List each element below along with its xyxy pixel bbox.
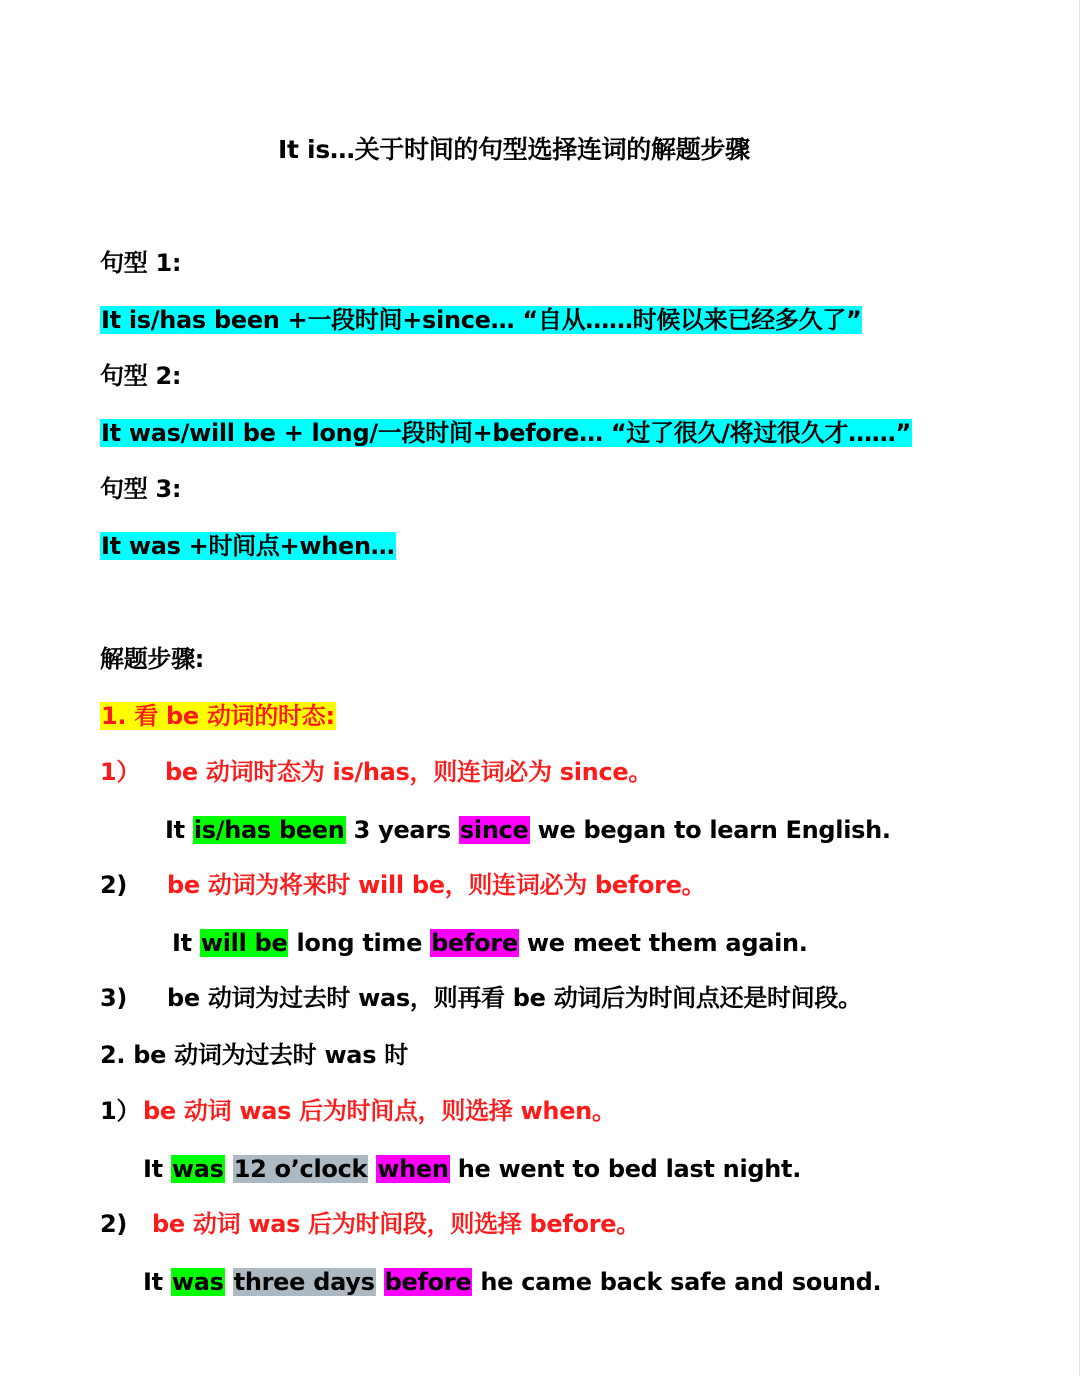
step-1-item-2-example (172, 924, 808, 962)
example-text: long time (288, 929, 431, 957)
time-point-highlight: 12 o’clock (233, 1155, 368, 1183)
rule-text: be 动词为将来时 will be，则连词必为 before。 (167, 871, 706, 899)
verb-highlight: was (171, 1155, 224, 1183)
step-1-heading-highlight: 1. 看 be 动词的时态: (101, 702, 335, 730)
verb-highlight: is/has been (193, 816, 345, 844)
step-1-heading (100, 697, 336, 735)
conjunction-highlight: when (377, 1155, 449, 1183)
time-period-highlight: three days (233, 1268, 375, 1296)
item-number: 3) (100, 984, 128, 1012)
rule-text: be 动词 was 后为时间点，则选择 when。 (143, 1097, 616, 1125)
verb-highlight: was (171, 1268, 224, 1296)
item-number: 2) (100, 1210, 128, 1238)
step-1-item-1-rule (100, 753, 652, 791)
rule-text: be 动词时态为 is/has，则连词必为 since。 (165, 758, 653, 786)
example-text: he went to bed last night. (449, 1155, 802, 1183)
example-text: It (143, 1268, 171, 1296)
pattern-2-highlight: It was/will be + long/一段时间+before… “过了很久/将过很久才……” (101, 419, 911, 447)
pattern-3-formula (100, 527, 396, 565)
step-2-item-2-example (143, 1263, 881, 1301)
rule-text: be 动词 was 后为时间段，则选择 before。 (152, 1210, 640, 1238)
example-text: 3 years (345, 816, 459, 844)
step-2-item-1-example (143, 1150, 801, 1188)
pattern-3-highlight: It was +时间点+when… (101, 532, 395, 560)
item-number: 2) (100, 871, 128, 899)
pattern-3-label: 句型 3: (100, 475, 182, 503)
step-1-item-3-rule (100, 979, 862, 1017)
step-1-item-1-example (165, 811, 891, 849)
step-2-heading: 2. be 动词为过去时 was 时 (100, 1041, 408, 1069)
example-text: It (165, 816, 193, 844)
conjunction-highlight: before (384, 1268, 472, 1296)
item-number: 1） (100, 1097, 141, 1125)
conjunction-highlight: since (459, 816, 529, 844)
verb-highlight: will be (200, 929, 288, 957)
example-text: we began to learn English. (529, 816, 891, 844)
rule-text: be 动词为过去时 was，则再看 be 动词后为时间点还是时间段。 (167, 984, 862, 1012)
pattern-1-highlight: It is/has been +一段时间+since… “自从……时候以来已经多久了” (101, 306, 862, 334)
step-1-item-2-rule (100, 866, 705, 904)
conjunction-highlight: before (431, 929, 518, 957)
step-2-item-1-rule (100, 1092, 616, 1130)
pattern-1-formula (100, 301, 862, 339)
item-number: 1） (100, 758, 141, 786)
example-text: It (143, 1155, 171, 1183)
steps-heading: 解题步骤: (100, 645, 205, 673)
example-text: It (172, 929, 200, 957)
pattern-1-label: 句型 1: (100, 249, 182, 277)
pattern-2-label: 句型 2: (100, 362, 182, 390)
example-text: we meet them again. (518, 929, 808, 957)
example-text: he came back safe and sound. (472, 1268, 882, 1296)
page-title: It is…关于时间的句型选择连词的解题步骤 (278, 135, 750, 164)
pattern-2-formula (100, 414, 912, 452)
step-2-item-2-rule (100, 1205, 640, 1243)
